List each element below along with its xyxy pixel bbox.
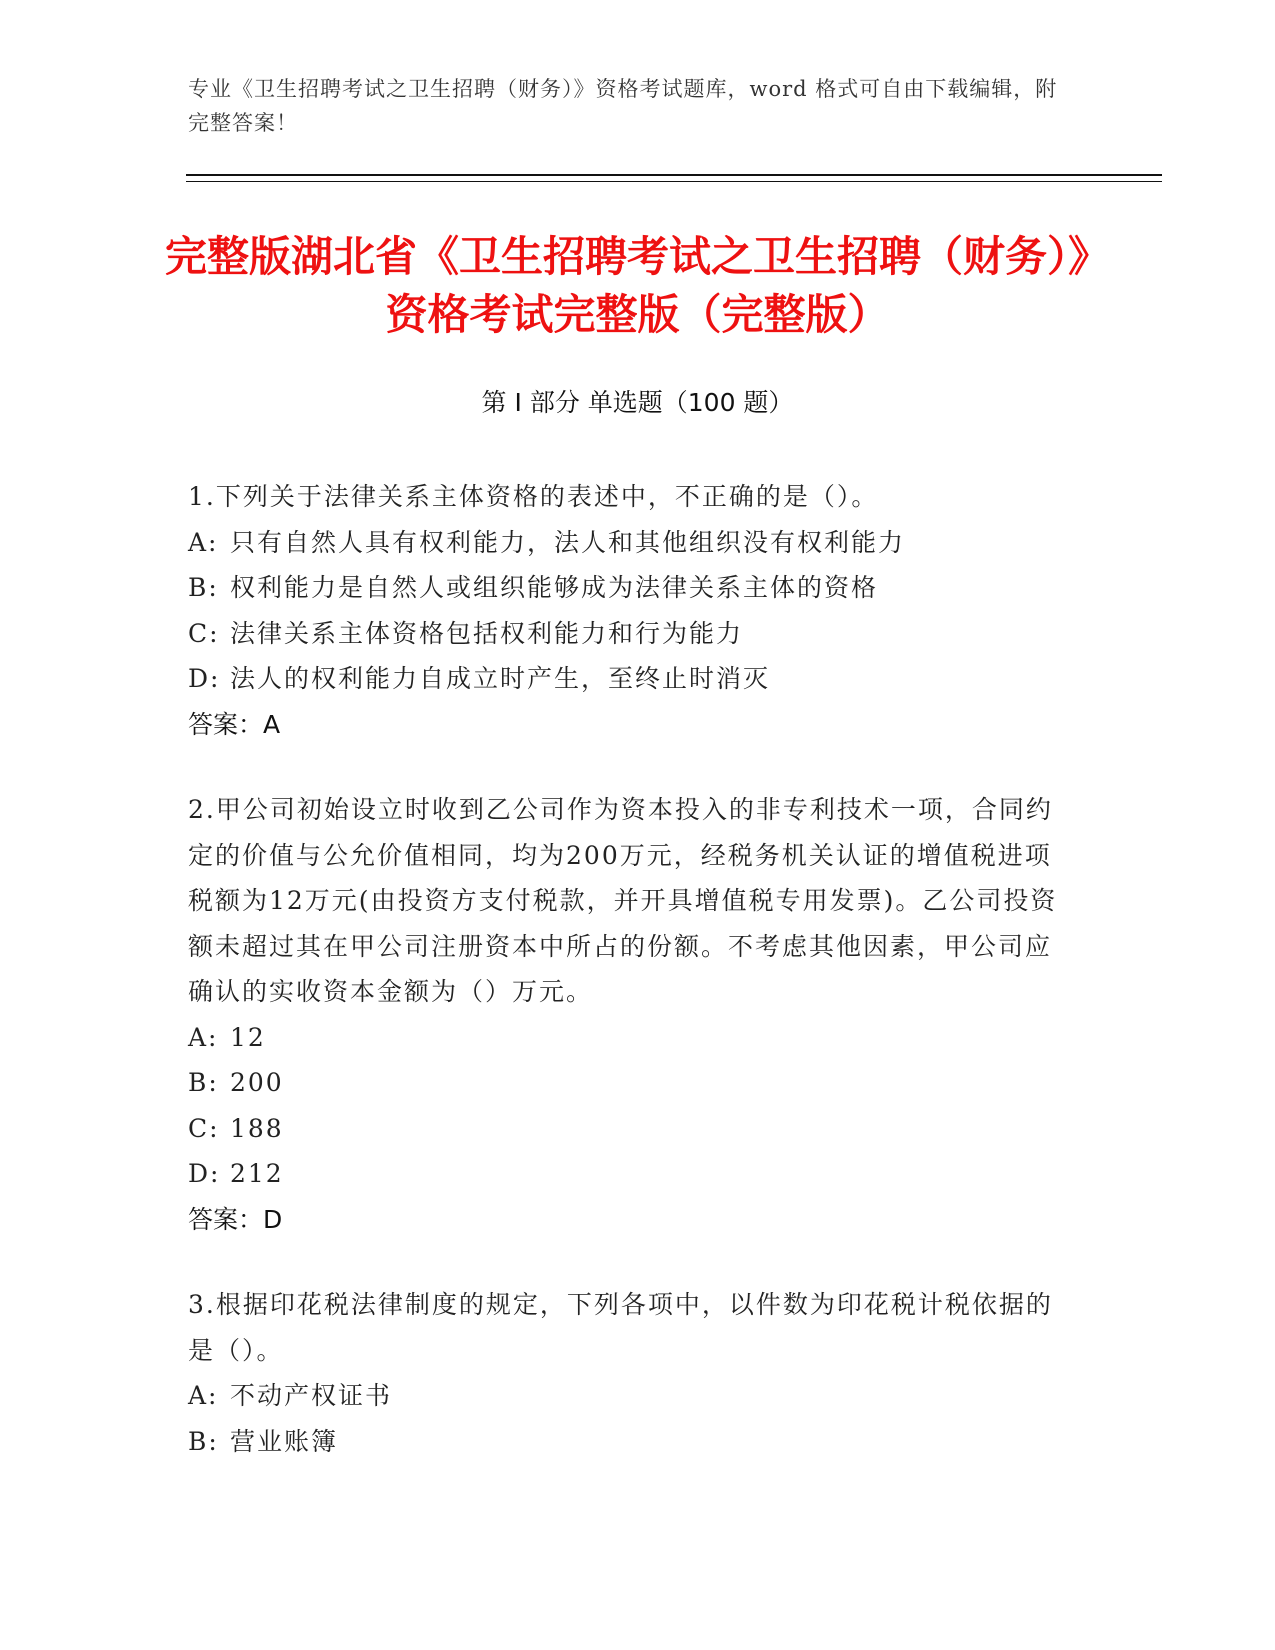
option-b	[188, 565, 1068, 611]
option-key: A:	[188, 1022, 219, 1052]
option-a	[188, 520, 1068, 566]
section-title: 第 I 部分 单选题（100 题）	[481, 388, 794, 417]
option-key: C:	[188, 618, 220, 648]
option-text: 200	[230, 1068, 284, 1097]
option-key: B:	[188, 1426, 219, 1456]
question-list	[188, 474, 1068, 1504]
option-key: C:	[188, 1113, 220, 1143]
option-text: 188	[230, 1113, 284, 1143]
option-a	[188, 1373, 1068, 1419]
option-b	[188, 1419, 1068, 1465]
option-text: 法律关系主体资格包括权利能力和行为能力	[230, 618, 744, 648]
option-key: A:	[188, 1381, 219, 1410]
option-d	[188, 1151, 1068, 1197]
document-title: 完整版湖北省《卫生招聘考试之卫生招聘（财务）》资格考试完整版（完整版）	[164, 232, 1110, 339]
option-key: A:	[188, 527, 219, 557]
option-text: 不动产权证书	[230, 1381, 393, 1410]
option-text: 12	[230, 1022, 266, 1052]
option-text: 法人的权利能力自成立时产生，至终止时消灭	[230, 664, 771, 693]
option-text: 权利能力是自然人或组织能够成为法律关系主体的资格	[230, 573, 879, 602]
option-b	[188, 1060, 1068, 1106]
option-text: 212	[230, 1159, 284, 1188]
option-key: B:	[188, 1068, 219, 1097]
option-key: D:	[188, 1159, 221, 1188]
option-d	[188, 656, 1068, 702]
option-a	[188, 1015, 1068, 1061]
option-c	[188, 1106, 1068, 1152]
option-key: D:	[188, 664, 221, 693]
question-3	[188, 1282, 1068, 1464]
header-note: 专业《卫生招聘考试之卫生招聘（财务）》资格考试题库，word 格式可自由下载编辑，附完整答案！	[188, 77, 1058, 135]
header-divider-thick	[186, 174, 1162, 176]
question-1	[188, 474, 1068, 747]
question-stem: 2.甲公司初始设立时收到乙公司作为资本投入的非专利技术一项，合同约定的价值与公允价值相同，均为200万元，经税务机关认证的增值税进项税额为12万元(由投资方支付税款，并开具增值税专用发票)。乙公司投资额未超过其在甲公司注册资本中所占的份额。不考虑其他因素，甲公司应确认的实收资本金额为（）万元。	[188, 795, 1058, 1006]
question-2	[188, 787, 1068, 1242]
question-stem: 3.根据印花税法律制度的规定，下列各项中，以件数为印花税计税依据的是（）。	[188, 1290, 1053, 1365]
question-stem: 1.下列关于法律关系主体资格的表述中，不正确的是（）。	[188, 482, 879, 511]
answer-line: 答案：A	[188, 709, 281, 739]
option-text: 营业账簿	[230, 1426, 339, 1456]
header-divider-thin	[186, 181, 1162, 182]
answer-line: 答案：D	[188, 1204, 283, 1234]
option-c	[188, 611, 1068, 657]
option-key: B:	[188, 573, 219, 602]
option-text: 只有自然人具有权利能力，法人和其他组织没有权利能力	[230, 527, 906, 557]
